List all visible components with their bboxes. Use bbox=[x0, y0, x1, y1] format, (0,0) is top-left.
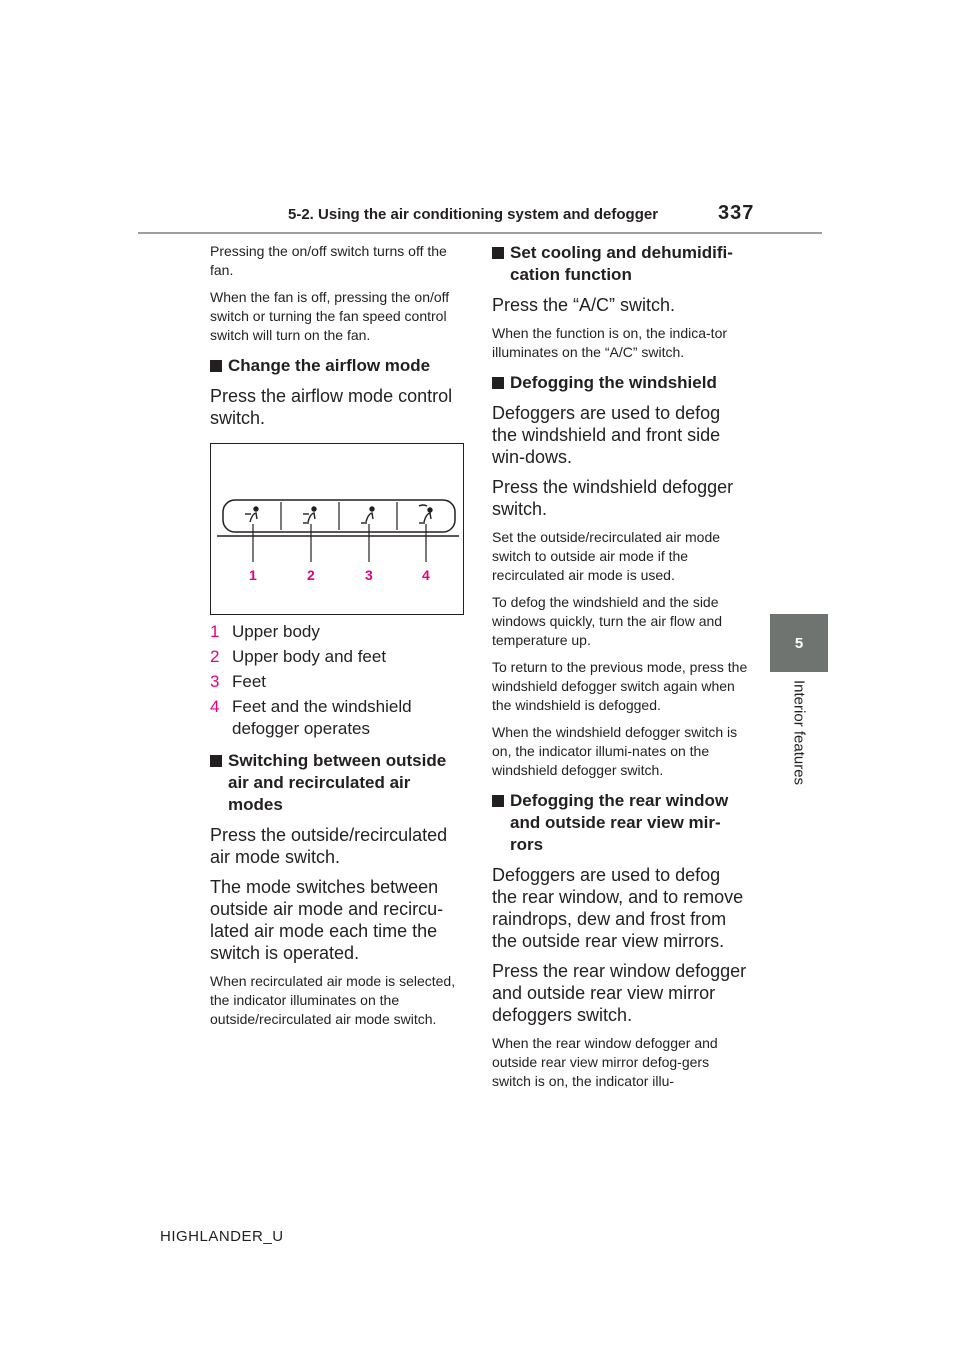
legend-label: Feet bbox=[232, 672, 267, 691]
recirc-heading-text: Switching between outside air and recirculated air modes bbox=[228, 751, 447, 814]
legend-item bbox=[210, 646, 466, 668]
legend-item bbox=[210, 696, 466, 740]
airflow-heading-text: Change the airflow mode bbox=[228, 356, 431, 375]
windshield-note-1: Set the outside/recirculated air mode switch to outside air mode if the recirculated air mode is used. bbox=[492, 529, 721, 583]
chapter-tab[interactable] bbox=[770, 614, 828, 672]
legend-item bbox=[210, 621, 466, 643]
callout-4: 4 bbox=[422, 567, 430, 583]
legend-number: 1 bbox=[210, 622, 220, 641]
legend-label: Feet and the windshield defogger operates bbox=[232, 697, 412, 738]
legend-item bbox=[210, 671, 466, 693]
rear-body-1: Defoggers are used to defog the rear window, and to remove raindrops, dew and frost from the outside rear view mirrors. bbox=[492, 865, 744, 951]
windshield-body-2: Press the windshield defogger switch. bbox=[492, 477, 734, 519]
windshield-note-3: To return to the previous mode, press the windshield defogger switch again when the windshield is defogged. bbox=[492, 659, 748, 713]
square-bullet-icon bbox=[210, 360, 222, 372]
section-title: 5-2. Using the air conditioning system and defogger bbox=[288, 206, 659, 223]
recirc-body-2: The mode switches between outside air mode and recircu-lated air mode each time the switch is operated. bbox=[210, 877, 444, 963]
cooling-note: When the function is on, the indica-tor illuminates on the “A/C” switch. bbox=[492, 325, 728, 360]
model-code: HIGHLANDER_U bbox=[160, 1228, 284, 1245]
windshield-note-4: When the windshield defogger switch is on, the indicator illumi-nates on the windshield defogger switch. bbox=[492, 724, 738, 778]
airflow-legend bbox=[210, 621, 466, 740]
rear-note: When the rear window defogger and outside rear view mirror defog-gers switch is on, the indicator illu- bbox=[492, 1035, 718, 1089]
callout-3: 3 bbox=[365, 567, 373, 583]
airflow-heading bbox=[210, 355, 466, 377]
recirc-note: When recirculated air mode is selected, the indicator illuminates on the outside/recirculated air mode switch. bbox=[210, 973, 456, 1027]
windshield-heading bbox=[492, 372, 748, 394]
chapter-label bbox=[770, 680, 828, 810]
rear-body-2: Press the rear window defogger and outside rear view mirror defoggers switch. bbox=[492, 961, 747, 1025]
rear-heading bbox=[492, 790, 748, 856]
square-bullet-icon bbox=[492, 377, 504, 389]
legend-number: 4 bbox=[210, 697, 220, 716]
windshield-heading-text: Defogging the windshield bbox=[510, 373, 717, 392]
note-fan-off: When the fan is off, pressing the on/off switch or turning the fan speed control switch will turn on the fan. bbox=[210, 289, 450, 343]
chapter-title: Interior features bbox=[790, 680, 808, 786]
windshield-note-2: To defog the windshield and the side windows quickly, turn the air flow and temperature up. bbox=[492, 594, 723, 648]
airflow-switch-illustration bbox=[211, 444, 465, 616]
rear-heading-text: Defogging the rear window and outside rear view mir-rors bbox=[510, 791, 729, 854]
recirc-heading bbox=[210, 750, 466, 816]
cooling-body: Press the “A/C” switch. bbox=[492, 295, 676, 315]
callout-1: 1 bbox=[249, 567, 257, 583]
square-bullet-icon bbox=[210, 755, 222, 767]
legend-label: Upper body and feet bbox=[232, 647, 387, 666]
cooling-heading bbox=[492, 242, 748, 286]
left-column bbox=[210, 242, 466, 1037]
airflow-body: Press the airflow mode control switch. bbox=[210, 386, 453, 428]
header-divider bbox=[138, 232, 822, 234]
legend-label: Upper body bbox=[232, 622, 320, 641]
note-onoff: Pressing the on/off switch turns off the fan. bbox=[210, 243, 447, 278]
airflow-switch-figure bbox=[210, 443, 464, 615]
square-bullet-icon bbox=[492, 247, 504, 259]
right-column bbox=[492, 242, 748, 1099]
legend-number: 2 bbox=[210, 647, 220, 666]
page-number: 337 bbox=[718, 202, 755, 224]
chapter-number: 5 bbox=[794, 634, 804, 652]
recirc-body-1: Press the outside/recirculated air mode switch. bbox=[210, 825, 448, 867]
square-bullet-icon bbox=[492, 795, 504, 807]
legend-number: 3 bbox=[210, 672, 220, 691]
windshield-body-1: Defoggers are used to defog the windshield and front side win-dows. bbox=[492, 403, 721, 467]
callout-2: 2 bbox=[307, 567, 315, 583]
cooling-heading-text: Set cooling and dehumidifi-cation function bbox=[510, 243, 733, 284]
